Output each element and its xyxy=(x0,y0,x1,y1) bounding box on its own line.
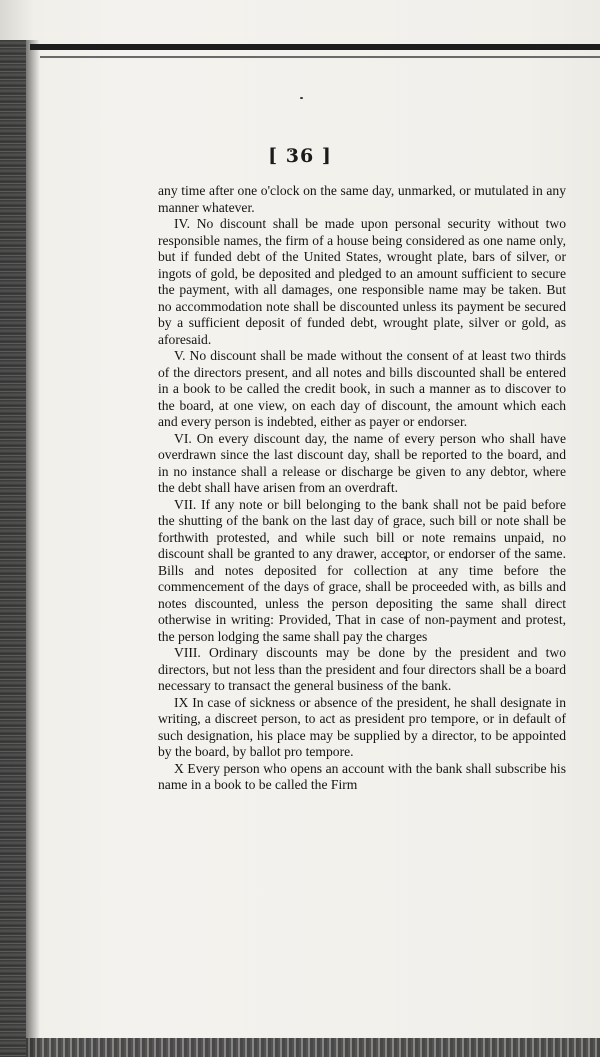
paragraph-section-ix: IX In case of sickness or absence of the president, he shall designate in writing, a discreet person, to act as president pro tempore, or in default of such designation, his place may be supplied by a director, to be appointed by the board, by ballot pro tempore. xyxy=(158,694,566,759)
top-edge-rule xyxy=(30,44,600,50)
paragraph-continuation: any time after one o'clock on the same day, unmarked, or mutulated in any manner whatever. xyxy=(158,183,566,215)
paragraph-section-viii: VIII. Ordinary discounts may be done by the president and two directors, but not less than the president and four directors shall be a board necessary to transact the general business of the bank. xyxy=(158,645,566,693)
page-number: [ 36 ] xyxy=(268,145,332,167)
paragraph-section-vi: VI. On every discount day, the name of every person who shall have overdrawn since the last discount day, shall be reported to the board, and in no instance shall a release or discharge be given to any debtor, where the debt shall have arisen from an overdraft. xyxy=(158,430,566,495)
top-edge-rule-thin xyxy=(40,56,600,58)
paragraph-section-iv: IV. No discount shall be made upon personal security without two responsible names, the firm of a house being considered as one name only, but if funded debt of the United States, wrought plate, bars of silver, or ingots of gold, be deposited and pledged to an amount sufficient to secure the payment, with all damages, one responsible name may be taken. But no accommodation note shall be discounted unless its payment be secured by a sufficient deposit of funded debt, wrought plate, silver or gold, as aforesaid. xyxy=(158,216,566,347)
body-text xyxy=(158,183,566,794)
paragraph-section-vii: VII. If any note or bill belonging to the bank shall not be paid before the shutting of the bank on the last day of grace, such bill or note shall be forthwith protested, and while such bill or note remains unpaid, no discount shall be granted to any drawer, acceptor, or endorser of the same. Bills and notes deposited for collection at any time before the commencement of the days of grace, shall be proceeded with, as bills and notes discounted, unless the person depositing the same shall direct otherwise in writing: Provided, That in case of non-payment and protest, the person lodging the same shall pay the charges xyxy=(158,496,566,644)
ink-speck xyxy=(300,97,303,99)
paragraph-section-v: V. No discount shall be made without the consent of at least two thirds of the directors present, and all notes and bills discounted shall be entered in a book to be called the credit book, in such a manner as to discover to the board, at one view, on each day of discount, the amount which each and every person is indebted, either as payer or endorser. xyxy=(158,348,566,429)
bottom-page-edge xyxy=(26,1038,600,1057)
gutter-shadow xyxy=(26,40,40,1057)
paragraph-section-x: X Every person who opens an account with the bank shall subscribe his name in a book to be called the Firm xyxy=(158,760,566,792)
book-binding-edge xyxy=(0,40,26,1057)
